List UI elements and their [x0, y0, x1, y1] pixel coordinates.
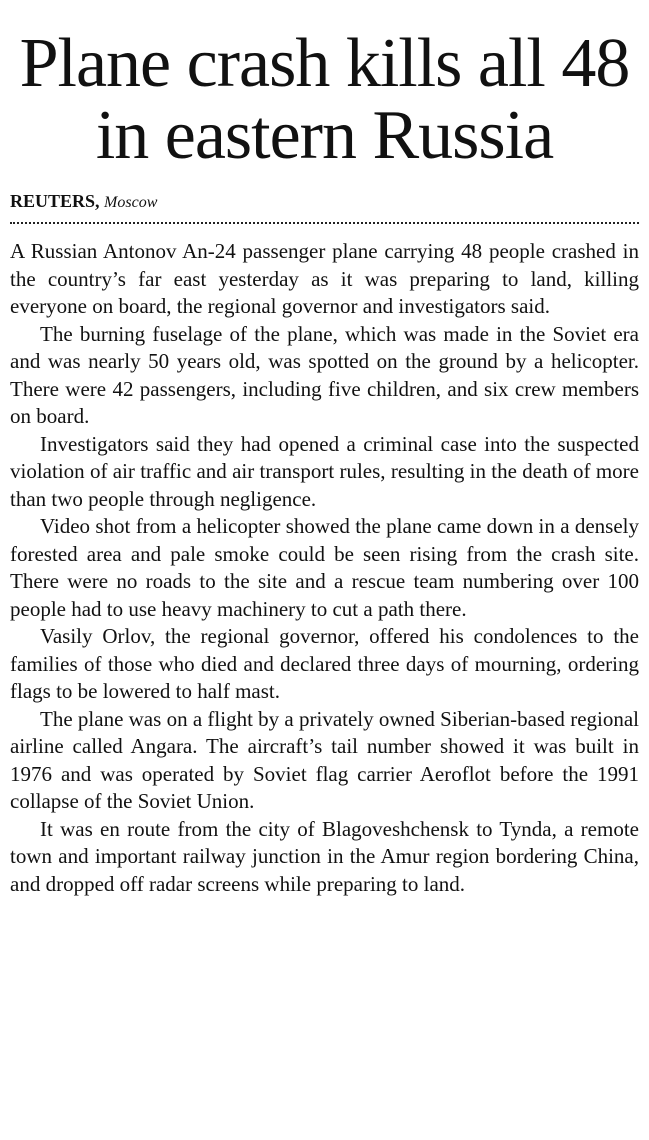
headline: Plane crash kills all 48 in eastern Russia [19, 25, 630, 174]
byline-agency: REUTERS, [10, 191, 100, 211]
article-paragraph: Video shot from a helicopter showed the plane came down in a densely forested area and pale smoke could be seen rising from the crash site. There were no roads to the site and a rescue team numbering over 100 people had to use heavy machinery to cut a path there. [10, 514, 639, 621]
byline [10, 190, 639, 214]
article-paragraph: Vasily Orlov, the regional governor, offered his condolences to the families of those who died and declared three days of mourning, ordering flags to be lowered to half mast. [10, 624, 639, 703]
article-body [10, 238, 639, 898]
article-paragraph: It was en route from the city of Blagoveshchensk to Tynda, a remote town and important railway junction in the Amur region bordering China, and dropped off radar screens while preparing to land. [10, 816, 639, 896]
article-paragraph: The burning fuselage of the plane, which was made in the Soviet era and was nearly 50 years old, was spotted on the ground by a helicopter. There were 42 passengers, including five children, and six crew members on board. [10, 321, 639, 428]
article-paragraph: A Russian Antonov An-24 passenger plane carrying 48 people crashed in the country’s far east yesterday as it was preparing to land, killing everyone on board, the regional governor and investigators said. [10, 239, 639, 318]
dotted-divider [10, 222, 639, 224]
byline-city: Moscow [104, 194, 158, 211]
article-paragraph: Investigators said they had opened a criminal case into the suspected violation of air traffic and air transport rules, resulting in the death of more than two people through negligence. [10, 431, 639, 511]
article-paragraph: The plane was on a flight by a privately owned Siberian-based regional airline called Angara. The aircraft’s tail number showed it was built in 1976 and was operated by Soviet flag carrier Aeroflot before the 1991 collapse of the Soviet Union. [10, 706, 639, 813]
